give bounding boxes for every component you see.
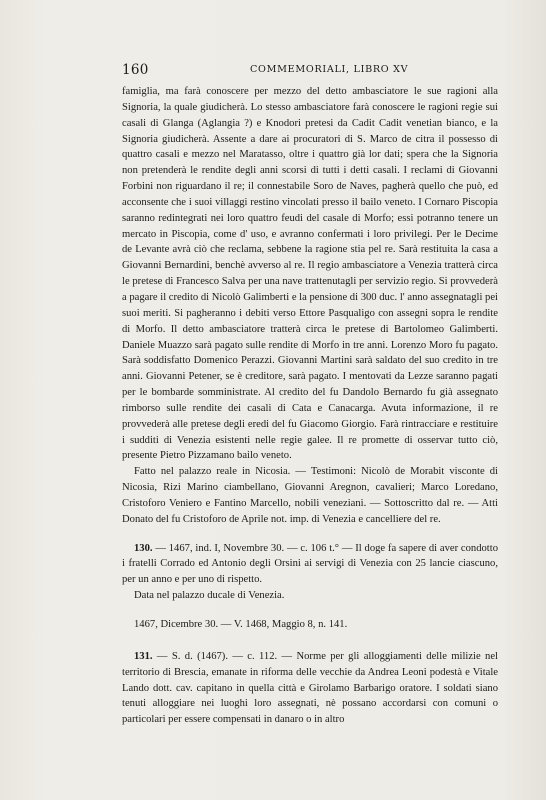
page-header: [122, 62, 498, 78]
entry-number-131: 131.: [134, 650, 153, 662]
paragraph-letter-summary: famiglia, ma farà conoscere per mezzo del detto ambasciatore le sue ragioni alla Signoria, la quale giudicherà. Lo stesso ambasciatore farà conoscere le ragioni regie sui casali di Glanga (Aglangia ?) e Knodori pretesi da Cadit Cadit venetian bianco, e la Signoria giudicherà. Assente a dare ai procuratori di S. Marco de citra il possesso di quattro casali e mezzo nel Maratasso, oltre i quattro già lor dati; spera che la Signoria non pretenderà le rendite degli anni scorsi di tutti i detti casali. I reclami di Giovanni Forbini non riguardano il re; il connestabile Soro de Naves, pagherà quello che può, ed acconsente che i suoi villaggi restino vincolati presso il bailo veneto. I Cornaro Piscopia saranno redintegrati nei loro quattro feudi del casale di Morfo; essi potranno tenere un mercato in Piscopia, come d' uso, e avranno confermati i loro privilegi. Per le Decime de Levante avrà ciò che reclama, sebbene la ragione stia pel re. Sarà restituita la casa a Giovanni Bernardini, benchè avverso al re. Il regio ambasciatore a Venezia tratterà circa le pretese di Francesco Salva per una nave trattenutagli per servizio regio. Si provvederà a pagare il credito di Nicolò Galimberti e la pensione di 300 duc. l' anno assegnatagli pei suoi meriti. Si pagheranno i debiti verso Ettore Pasqualigo con assegni sopra le rendite di Morfo. Il detto ambasciatore tratterà circa le pretese di Bartolomeo Galimberti. Daniele Muazzo sarà pagato sulle rendite di Morfo in tre anni. Lorenzo Moro fu pagato. Sarà soddisfatto Domenico Perazzi. Giovanni Martini sarà saldato del suo credito in tre anni. Giovanni Petener, se è creditore, sarà pagato. I mentovati da Lezze saranno pagati per le bombarde somministrate. Al credito del fu Dandolo Bernardo fu già assegnato rimborso sulle rendite dei casali di Cata e Canacarga. Avuta informazione, il re provvederà alle pretese degli eredi del fu Giacomo Giorgio. Farà rintracciare e restituire i sudditi di Venezia esistenti nelle regie galee. Il re promette di osservar tutto ciò, presente Pietro Pizzamano bailo veneto.: [122, 86, 498, 462]
body-text: [122, 84, 498, 728]
entry-130-place: Data nel palazzo ducale di Venezia.: [134, 590, 285, 602]
entry-130: [122, 541, 498, 589]
cross-reference-note: 1467, Dicembre 30. — V. 1468, Maggio 8, n. 141.: [134, 619, 348, 630]
running-head: COMMEMORIALI, LIBRO XV: [250, 64, 409, 75]
entry-130-text: — 1467, ind. I, Novembre 30. — c. 106 t.° — Il doge fa sapere di aver condotto i fratelli Corrado ed Antonio degli Orsini ai servigi di Venezia con 25 lancie ciascuno, per un anno e per uno di rispetto.: [122, 542, 498, 586]
paragraph-witnesses: Fatto nel palazzo reale in Nicosia. — Testimoni: Nicolò de Morabit visconte di Nicosia, Rizi Marino ciambellano, Giovanni Aregnon, cavalieri; Marco Loredano, Cristoforo Veniero e Fantino Marcello, nobili veneziani. — Sottoscritto dal re. — Atti Donato del fu Cristoforo de Aprile not. imp. di Venezia e cancelliere del re.: [122, 466, 498, 525]
page-number: 160: [122, 62, 149, 78]
entry-131: [122, 649, 498, 728]
entry-number-130: 130.: [134, 542, 153, 554]
entry-131-text: — S. d. (1467). — c. 112. — Norme per gli alloggiamenti delle milizie nel territorio di Brescia, emanate in riforma delle vecchie da Andrea Leoni podestà e Vitale Lando dott. cav. capitano in quella città e Girolamo Barbarigo oratore. I soldati siano tenuti alloggiare nei luoghi loro assegnati, nè possano accordarsi con comuni o particolari per essere compensati in danaro o in altro: [122, 650, 498, 726]
